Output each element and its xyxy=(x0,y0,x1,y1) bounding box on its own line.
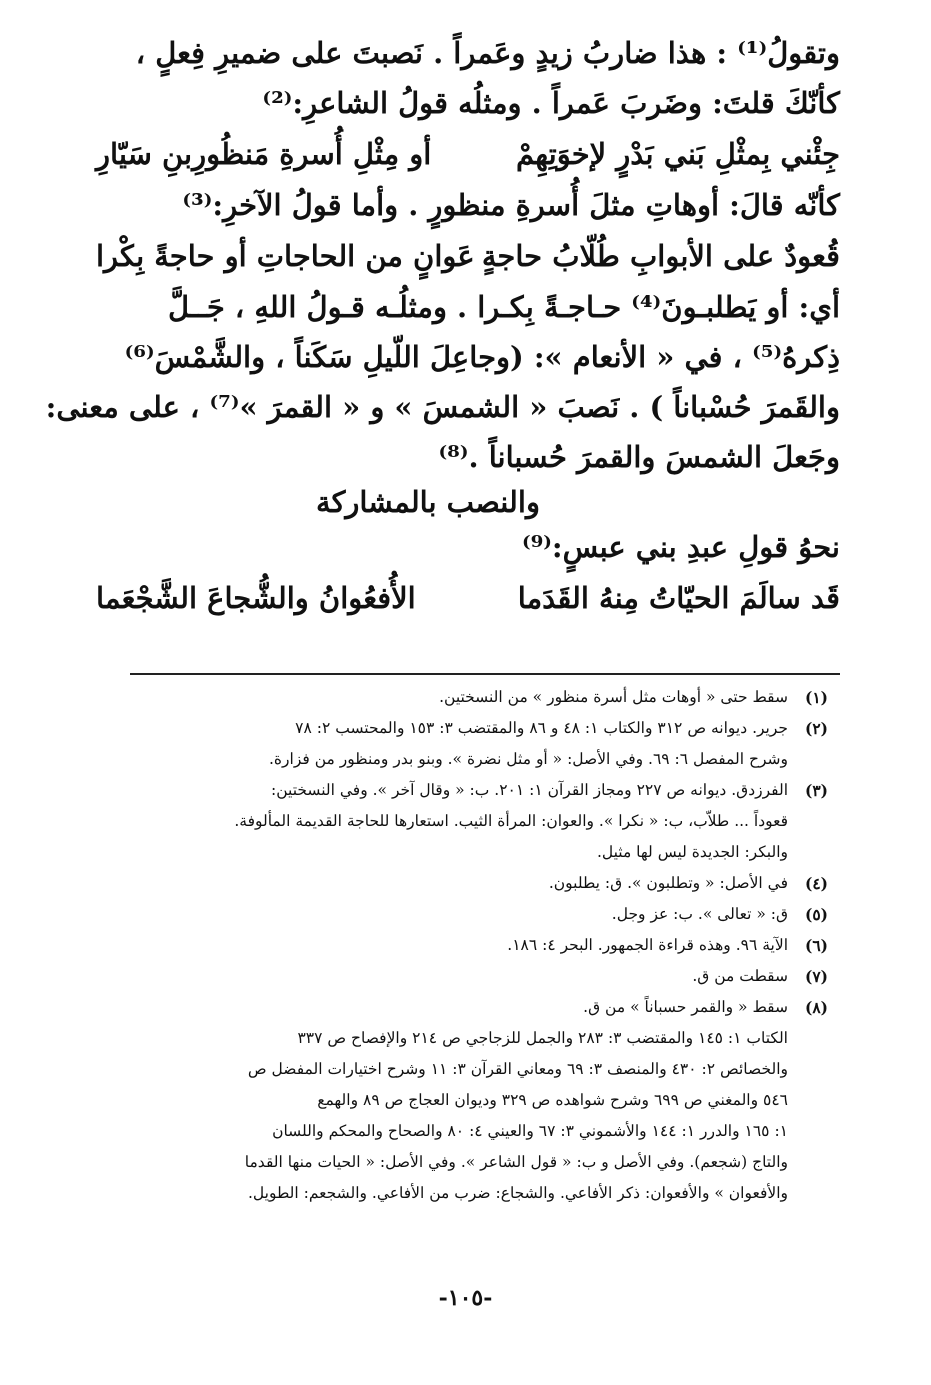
footnote-line: قعوداً ... طلاّب، ب: « نكرا ». والعوان: المرأة الثيب. استعارها للحاجة القديمة المألوفة. xyxy=(234,812,788,830)
footnote-line: سقط حتى « أوهات مثل أسرة منظور » من النسختين. xyxy=(439,688,788,706)
footnote-number: (٥) xyxy=(804,905,828,924)
footnote-line: ق: « تعالى ». ب: عز وجل. xyxy=(611,905,788,923)
page-number: -١٠٥- xyxy=(438,1285,493,1311)
footnote-line: في الأصل: « وتطلبون ». ق: يطلبون. xyxy=(548,874,788,892)
footnote-text xyxy=(128,682,788,713)
verse-2-first-hemistich: قُعودٌ على الأبوابِ طُلّابُ حاجةٍ xyxy=(481,239,840,273)
footnote-line: والخصائص ٢: ٤٣٠ والمنصف ٣: ٦٩ ومعاني القرآن ٣: ١١ وشرح اختيارات المفضل ص xyxy=(247,1060,788,1078)
verse-2-second-hemistich: عَوانٍ من الحاجاتِ أو حاجةً بِكْرا xyxy=(96,239,475,273)
footnote-line: سقط « والقمر حسباناً » من ق. xyxy=(583,998,788,1016)
footnote-line: ١: ١٦٥ والدرر ١: ١٤٤ والأشموني ٣: ٦٧ والعيني ٤: ٨٠ والصحاح والمحكم واللسان xyxy=(272,1122,788,1140)
footnote-number: (٣) xyxy=(804,781,828,800)
verse-3-second-hemistich: الأُفعُوانُ والشُّجاعَ الشَّجْعَما xyxy=(96,581,416,615)
footnote-text xyxy=(128,1023,788,1209)
text-line-3: كأنّه قالَ: أوهاتِ مثلَ أُسرةِ منظورٍ . وأما قولُ الآخرِ:⁽³⁾ xyxy=(182,188,840,222)
verse-3-first-hemistich: قَد سالَمَ الحيّاتُ مِنهُ القَدَما xyxy=(517,581,840,615)
footnote-number: (٧) xyxy=(804,967,828,986)
footnote xyxy=(128,713,828,775)
footnote-text xyxy=(128,961,788,992)
footnote-line: وشرح المفصل ٦: ٦٩. وفي الأصل: « أو مثل نضرة ». وبنو بدر ومنظور من فزارة. xyxy=(268,750,788,768)
footnote-text xyxy=(128,899,788,930)
footnote-number: (٢) xyxy=(804,719,828,738)
verse-1-first-hemistich: جِئْني بِمثْلِ بَني بَدْرٍ لإخوَتِهِمْ xyxy=(515,137,840,171)
footnote-text xyxy=(128,930,788,961)
footnote xyxy=(128,868,828,899)
footnote-number: (٦) xyxy=(804,936,828,955)
footnote-line: والبكر: الجديدة ليس لها مثيل. xyxy=(596,843,788,861)
verse-2 xyxy=(96,230,840,282)
footnote-text xyxy=(128,775,788,868)
footnote-text xyxy=(128,713,788,775)
footnote-number: (٨) xyxy=(804,998,828,1017)
footnote xyxy=(128,1023,828,1209)
footnote-number: (١) xyxy=(804,688,828,707)
footnote xyxy=(128,899,828,930)
footnote-separator xyxy=(130,673,840,675)
main-text xyxy=(45,28,840,624)
text-line-5: ذِكرهُ⁽⁵⁾ ، في « الأنعام »: (وجاعِلَ اللّيلِ سَكَناً ، والشَّمْسَ⁽⁶⁾ xyxy=(124,340,840,374)
text-line-2: كأنّكَ قلتَ: وضَربَ عَمراً . ومثلُه قولُ الشاعرِ:⁽²⁾ xyxy=(262,86,840,120)
footnotes xyxy=(128,682,828,1209)
text-line-8: نحوُ قولِ عبدِ بني عبسٍ:⁽⁹⁾ xyxy=(521,530,840,564)
footnote-text xyxy=(128,868,788,899)
footnote-line: والأفعوان » والأفعوان: ذكر الأفاعي. والشجاع: ضرب من الأفاعي. والشجعم: الطويل. xyxy=(247,1184,788,1202)
verse-3 xyxy=(96,572,840,624)
footnote-line: الكتاب ١: ١٤٥ والمقتضب ٣: ٢٨٣ والجمل للزجاجي ص ٢١٤ والإفصاح ص ٣٣٧ xyxy=(297,1029,788,1047)
footnote xyxy=(128,682,828,713)
footnote xyxy=(128,992,828,1023)
footnote-number: (٤) xyxy=(804,874,828,893)
footnote-line: سقطت من ق. xyxy=(692,967,788,985)
text-line-7: وجَعلَ الشمسَ والقمرَ حُسباناً .⁽⁸⁾ xyxy=(438,440,840,474)
verse-1 xyxy=(96,128,840,180)
footnote-line: جرير. ديوانه ص ٣١٢ والكتاب ١: ٤٨ و ٨٦ والمقتضب ٣: ١٥٣ والمحتسب ٢: ٧٨ xyxy=(295,719,788,737)
text-line-1: وتقولُ⁽¹⁾ : هذا ضاربُ زيدٍ وعَمراً . نَصبتَ على ضميرِ فِعلٍ ، xyxy=(135,36,840,70)
footnote xyxy=(128,775,828,868)
footnote xyxy=(128,961,828,992)
text-line-6: والقَمرَ حُسْباناً ) . نَصبَ « الشمسَ » و « القمرَ »⁽⁷⁾ ، على معنى: xyxy=(45,390,840,424)
text-line-4: أي: أو يَطلبـونَ⁽⁴⁾ حـاجـةً بِكـرا . ومثلُـه قـولُ اللهِ ، جَــلَّ xyxy=(167,290,840,324)
footnote-text xyxy=(128,992,788,1023)
footnote-line: ٥٤٦ والمغني ص ٦٩٩ وشرح شواهده ص ٣٢٩ وديوان العجاج ص ٨٩ والهمع xyxy=(317,1091,788,1109)
footnote-line: الآية ٩٦. وهذه قراءة الجمهور. البحر ٤: ١٨٦. xyxy=(507,936,788,954)
footnote-line: والتاج (شجعم). وفي الأصل و ب: « قول الشاعر ». وفي الأصل: « الحيات منها القدما xyxy=(244,1153,788,1171)
section-heading: والنصب بالمشاركة xyxy=(316,485,540,519)
footnote-line: الفرزدق. ديوانه ص ٢٢٧ ومجاز القرآن ١: ٢٠١. ب: « وقال آخر ». وفي النسختين: xyxy=(271,781,788,799)
verse-1-second-hemistich: أو مِثْلِ أُسرةِ مَنظُورِبنِ سَيّارِ xyxy=(96,137,432,171)
footnote xyxy=(128,930,828,961)
